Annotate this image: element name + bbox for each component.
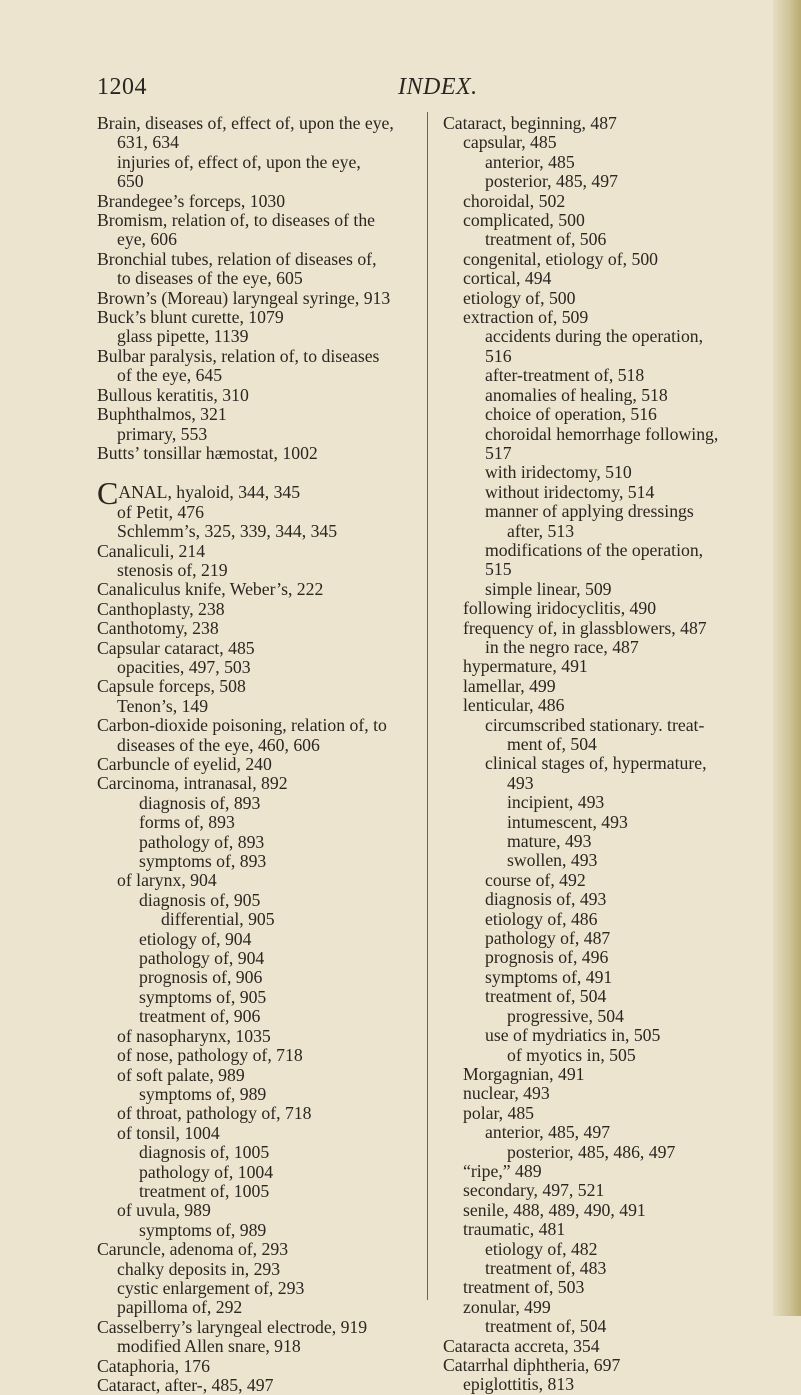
index-entry (443, 1104, 743, 1123)
index-entry (443, 716, 743, 735)
index-entry (97, 794, 433, 813)
index-entry (443, 735, 743, 754)
page-number: 1204 (97, 74, 147, 100)
index-entry-text: posterior, 485, 486, 497 (507, 1141, 676, 1162)
index-entry (443, 192, 743, 211)
index-entry-text: Morgagnian, 491 (463, 1063, 585, 1084)
index-entry-text: use of mydriatics in, 505 (485, 1025, 661, 1046)
index-entry (97, 658, 433, 677)
index-entry-text: Capsule forceps, 508 (97, 676, 246, 697)
index-entry (97, 813, 433, 832)
index-entry-text: Carbon-dioxide poisoning, relation of, to (97, 715, 387, 736)
index-entry-text: following iridocyclitis, 490 (463, 598, 657, 619)
drop-cap: C (97, 474, 119, 511)
index-entry (443, 308, 743, 327)
index-entry (443, 1298, 743, 1317)
index-entry-text: differential, 905 (161, 909, 275, 930)
index-entry (443, 813, 743, 832)
index-entry (97, 716, 433, 735)
index-entry (443, 1123, 743, 1142)
index-entry (97, 463, 433, 482)
index-entry-text: of Petit, 476 (117, 501, 204, 522)
index-entry (443, 1375, 743, 1394)
index-entry-text: manner of applying dressings (485, 501, 694, 522)
index-column-right (443, 114, 743, 1395)
index-entry-text: “ripe,” 489 (463, 1160, 542, 1181)
index-entry-text: Brain, diseases of, effect of, upon the eye, (97, 113, 394, 133)
index-entry-text: Canthotomy, 238 (97, 618, 219, 639)
index-entry (97, 697, 433, 716)
index-entry (443, 522, 743, 541)
index-entry (443, 289, 743, 308)
index-entry-text: capsular, 485 (463, 132, 557, 153)
index-entry-text: without iridectomy, 514 (485, 481, 655, 502)
index-entry-text: cortical, 494 (463, 268, 552, 289)
index-entry (97, 327, 433, 346)
index-entry (443, 1240, 743, 1259)
index-entry (97, 542, 433, 561)
index-entry (97, 1085, 433, 1104)
index-entry-text: Tenon’s, 149 (117, 695, 209, 716)
index-entry-text: papilloma of, 292 (117, 1297, 243, 1318)
index-entry (443, 677, 743, 696)
index-entry (97, 1318, 433, 1337)
index-entry-text: symptoms of, 989 (139, 1083, 267, 1104)
index-entry-text: senile, 488, 489, 490, 491 (463, 1199, 646, 1220)
index-entry-text: ANAL, hyaloid, 344, 345 (118, 481, 301, 502)
index-entry (443, 366, 743, 385)
index-entry (443, 638, 743, 657)
index-entry (97, 677, 433, 696)
index-entry-text: in the negro race, 487 (485, 636, 639, 657)
index-entry-text: choroidal, 502 (463, 190, 566, 211)
index-entry (443, 1181, 743, 1200)
index-entry (97, 755, 433, 774)
index-entry-text: 493 (507, 772, 534, 793)
index-entry-text: with iridectomy, 510 (485, 462, 632, 483)
index-entry (97, 211, 433, 230)
index-entry-text: stenosis of, 219 (117, 559, 228, 580)
index-entry (97, 619, 433, 638)
index-entry (97, 968, 433, 987)
index-entry-text: of the eye, 645 (117, 365, 223, 386)
index-entry-text: modifications of the operation, (485, 539, 704, 560)
index-entry-text: prognosis of, 496 (485, 947, 609, 968)
index-entry (443, 1026, 743, 1045)
index-entry (97, 289, 433, 308)
index-entry-text: of throat, pathology of, 718 (117, 1103, 312, 1124)
index-entry-text: diseases of the eye, 460, 606 (117, 734, 320, 755)
index-entry (443, 948, 743, 967)
index-entry (443, 230, 743, 249)
index-entry (97, 1201, 433, 1220)
index-entry-text: congenital, etiology of, 500 (463, 248, 659, 269)
index-entry (443, 541, 743, 560)
index-entry-text: Cataphoria, 176 (97, 1355, 210, 1376)
index-entry (443, 327, 743, 346)
index-entry (97, 1104, 433, 1123)
index-entry-text: treatment of, 1005 (139, 1180, 270, 1201)
index-entry (443, 1278, 743, 1297)
index-entry-text: lenticular, 486 (463, 695, 565, 716)
index-entry (443, 1162, 743, 1181)
index-entry (97, 192, 433, 211)
index-entry-text: ment of, 504 (507, 734, 597, 754)
index-entry (443, 657, 743, 676)
index-entry (97, 930, 433, 949)
index-entry-text: Buck’s blunt curette, 1079 (97, 307, 284, 328)
index-entry (97, 736, 433, 755)
index-entry-text: Carcinoma, intranasal, 892 (97, 773, 288, 794)
index-entry-text: etiology of, 486 (485, 908, 598, 929)
index-entry (97, 1027, 433, 1046)
index-entry (443, 1337, 743, 1356)
index-entry-text: etiology of, 904 (139, 928, 252, 949)
index-entry-text: Canthoplasty, 238 (97, 598, 225, 619)
running-title: INDEX. (398, 74, 478, 100)
index-entry-text: pathology of, 1004 (139, 1161, 274, 1182)
index-entry-text: injuries of, effect of, upon the eye, (117, 151, 361, 172)
index-entry-text: Bronchial tubes, relation of diseases of, (97, 248, 377, 269)
index-entry (443, 153, 743, 172)
index-entry (443, 754, 743, 773)
index-entry (97, 1337, 433, 1356)
index-entry-text: Brown’s (Moreau) laryngeal syringe, 913 (97, 287, 391, 308)
index-entry (443, 832, 743, 851)
index-entry-text: choroidal hemorrhage following, (485, 423, 719, 444)
index-entry (443, 114, 743, 133)
index-entry (97, 639, 433, 658)
index-entry (97, 503, 433, 522)
index-entry (443, 599, 743, 618)
index-entry (97, 114, 433, 133)
index-entry-text: pathology of, 487 (485, 928, 611, 949)
index-entry-text: after, 513 (507, 520, 575, 541)
index-entry (97, 172, 433, 191)
index-entry-text: polar, 485 (463, 1102, 535, 1123)
index-entry (443, 405, 743, 424)
index-entry-text: opacities, 497, 503 (117, 656, 251, 677)
index-entry-text: anterior, 485 (485, 151, 575, 172)
index-entry-text: simple linear, 509 (485, 578, 612, 599)
index-entry-text: chalky deposits in, 293 (117, 1258, 281, 1279)
index-entry (97, 250, 433, 269)
index-entry (97, 1260, 433, 1279)
index-entry (443, 968, 743, 987)
page-edge (773, 0, 801, 1316)
index-entry (97, 774, 433, 793)
index-entry (443, 1356, 743, 1375)
index-entry (97, 600, 433, 619)
index-entry (443, 871, 743, 890)
index-entry-text: Brandegee’s forceps, 1030 (97, 190, 286, 211)
index-entry (97, 1163, 433, 1182)
index-entry (97, 852, 433, 871)
index-entry (443, 910, 743, 929)
index-entry (443, 696, 743, 715)
index-entry-text: treatment of, 483 (485, 1257, 607, 1278)
index-entry (443, 1201, 743, 1220)
index-entry-text: diagnosis of, 905 (139, 889, 261, 910)
index-entry-text: forms of, 893 (139, 812, 235, 833)
index-entry (97, 1182, 433, 1201)
index-entry-text: glass pipette, 1139 (117, 326, 249, 347)
index-entry (97, 444, 433, 463)
index-entry (97, 1007, 433, 1026)
index-entry-text: Bullous keratitis, 310 (97, 384, 249, 405)
index-entry (97, 133, 433, 152)
index-entry-text: Cataract, after-, 485, 497 (97, 1375, 274, 1395)
index-entry-text: Canaliculi, 214 (97, 540, 206, 561)
index-entry (443, 793, 743, 812)
index-entry-text: etiology of, 482 (485, 1238, 598, 1259)
index-entry (443, 483, 743, 502)
index-entry-text: circumscribed stationary. treat- (485, 714, 705, 735)
index-entry-text: modified Allen snare, 918 (117, 1336, 301, 1357)
index-entry (443, 463, 743, 482)
index-entry-text: 517 (485, 442, 512, 463)
index-entry (443, 1143, 743, 1162)
index-entry (97, 1376, 433, 1395)
index-entry (97, 910, 433, 929)
index-entry-text: Schlemm’s, 325, 339, 344, 345 (117, 521, 338, 542)
index-entry-text: pathology of, 904 (139, 948, 265, 969)
index-entry (97, 308, 433, 327)
index-entry (97, 1298, 433, 1317)
index-entry-text: hypermature, 491 (463, 656, 588, 677)
index-entry (443, 851, 743, 870)
index-entry-text: of tonsil, 1004 (117, 1122, 220, 1143)
index-entry-text: treatment of, 504 (485, 986, 607, 1007)
index-entry-text: treatment of, 506 (485, 229, 607, 250)
index-entry (443, 133, 743, 152)
index-entry-text: mature, 493 (507, 831, 592, 852)
index-entry-text: after-treatment of, 518 (485, 365, 645, 386)
index-entry-text: diagnosis of, 1005 (139, 1142, 270, 1163)
index-entry-text: Casselberry’s laryngeal electrode, 919 (97, 1316, 368, 1337)
index-entry (97, 1279, 433, 1298)
index-entry (97, 347, 433, 366)
index-entry-text: Cataract, beginning, 487 (443, 113, 617, 133)
index-entry (443, 1084, 743, 1103)
index-entry-text: 650 (117, 171, 144, 192)
index-entry-text: symptoms of, 905 (139, 986, 267, 1007)
index-entry (97, 522, 433, 541)
index-entry-text: 631, 634 (117, 132, 179, 153)
index-entry (443, 1259, 743, 1278)
index-entry-text: accidents during the operation, (485, 326, 704, 347)
index-entry (97, 474, 433, 511)
index-entry-text: traumatic, 481 (463, 1219, 566, 1240)
index-entry (443, 929, 743, 948)
column-divider (427, 112, 428, 1300)
index-entry-text: treatment of, 906 (139, 1006, 261, 1027)
index-entry-text: progressive, 504 (507, 1005, 624, 1026)
index-entry-text: Buphthalmos, 321 (97, 404, 227, 425)
index-entry (97, 269, 433, 288)
index-entry-text: prognosis of, 906 (139, 967, 263, 988)
index-entry-text: nuclear, 493 (463, 1083, 550, 1104)
index-entry (97, 988, 433, 1007)
index-entry (443, 987, 743, 1006)
index-entry-text: Catarrhal diphtheria, 697 (443, 1355, 621, 1375)
index-entry (443, 1220, 743, 1239)
index-entry-text: to diseases of the eye, 605 (117, 268, 303, 289)
index-entry-text: posterior, 485, 497 (485, 171, 618, 192)
index-entry (97, 1124, 433, 1143)
index-entry (97, 366, 433, 385)
index-entry (443, 250, 743, 269)
index-entry (443, 1046, 743, 1065)
index-entry-text: swollen, 493 (507, 850, 598, 871)
index-entry-text: of nasopharynx, 1035 (117, 1025, 271, 1046)
index-entry-text: 515 (485, 559, 512, 580)
index-entry (97, 561, 433, 580)
index-entry-text: symptoms of, 491 (485, 966, 613, 987)
index-entry (97, 230, 433, 249)
index-entry (443, 1065, 743, 1084)
index-entry-text: primary, 553 (117, 423, 208, 444)
index-column-left (97, 114, 433, 1395)
index-entry-text: clinical stages of, hypermature, (485, 753, 707, 774)
index-entry-text: epiglottitis, 813 (463, 1374, 575, 1395)
index-entry (97, 1240, 433, 1259)
index-entry (97, 1066, 433, 1085)
index-entry-text: Capsular cataract, 485 (97, 637, 255, 658)
index-entry-text: choice of operation, 516 (485, 404, 657, 425)
index-entry (443, 347, 743, 366)
index-entry (97, 833, 433, 852)
index-entry-text: anomalies of healing, 518 (485, 384, 668, 405)
index-entry (443, 580, 743, 599)
index-entry (443, 502, 743, 521)
index-entry (443, 425, 743, 444)
index-entry (443, 619, 743, 638)
index-entry (97, 405, 433, 424)
index-entry (443, 386, 743, 405)
index-entry-text: of uvula, 989 (117, 1200, 211, 1221)
index-entry (97, 386, 433, 405)
index-entry (97, 871, 433, 890)
index-entry-text: symptoms of, 893 (139, 851, 267, 872)
index-entry-text: 516 (485, 345, 512, 366)
index-entry (443, 1317, 743, 1336)
index-entry (443, 1007, 743, 1026)
index-entry-text: zonular, 499 (463, 1296, 551, 1317)
index-entry-text: Canaliculus knife, Weber’s, 222 (97, 579, 324, 600)
index-entry-text: pathology of, 893 (139, 831, 265, 852)
index-entry (443, 560, 743, 579)
index-entry (443, 172, 743, 191)
index-entry (443, 269, 743, 288)
index-entry-text: etiology of, 500 (463, 287, 576, 308)
index-entry (97, 949, 433, 968)
index-entry-text: Carbuncle of eyelid, 240 (97, 754, 272, 774)
index-entry-text: Butts’ tonsillar hæmostat, 1002 (97, 442, 318, 463)
index-entry-text: of myotics in, 505 (507, 1044, 636, 1065)
index-entry-text: Cataracta accreta, 354 (443, 1335, 600, 1356)
index-entry-text: intumescent, 493 (507, 811, 628, 832)
index-entry-text: eye, 606 (117, 229, 177, 250)
index-entry-text: of nose, pathology of, 718 (117, 1045, 303, 1066)
index-entry-text: Bulbar paralysis, relation of, to diseases (97, 345, 380, 366)
index-entry (97, 153, 433, 172)
index-entry-text: extraction of, 509 (463, 307, 589, 328)
index-entry (97, 1221, 433, 1240)
index-entry-text: treatment of, 503 (463, 1277, 585, 1298)
index-entry-text: course of, 492 (485, 869, 586, 890)
index-entry-text: of soft palate, 989 (117, 1064, 245, 1085)
index-entry-text: diagnosis of, 493 (485, 889, 607, 910)
index-entry-text: incipient, 493 (507, 792, 605, 813)
index-entry-text: treatment of, 504 (485, 1316, 607, 1337)
index-entry-text: symptoms of, 989 (139, 1219, 267, 1240)
index-entry-text: complicated, 500 (463, 210, 585, 231)
index-entry (443, 211, 743, 230)
index-entry-text: Bromism, relation of, to diseases of the (97, 210, 376, 231)
index-entry (443, 444, 743, 463)
index-entry (97, 1357, 433, 1376)
index-entry-text: cystic enlargement of, 293 (117, 1277, 305, 1298)
index-entry-text: anterior, 485, 497 (485, 1122, 611, 1143)
index-entry (443, 774, 743, 793)
index-entry-text: frequency of, in glassblowers, 487 (463, 617, 707, 638)
index-entry (97, 425, 433, 444)
index-entry (443, 890, 743, 909)
index-entry-text: of larynx, 904 (117, 870, 217, 891)
index-entry-text: diagnosis of, 893 (139, 792, 261, 813)
index-entry-text: secondary, 497, 521 (463, 1180, 605, 1201)
index-entry (97, 580, 433, 599)
index-entry (97, 891, 433, 910)
index-entry (97, 1046, 433, 1065)
page-header (0, 74, 801, 104)
index-entry (97, 1143, 433, 1162)
index-entry-text: lamellar, 499 (463, 675, 556, 696)
index-entry-text: Caruncle, adenoma of, 293 (97, 1239, 289, 1260)
